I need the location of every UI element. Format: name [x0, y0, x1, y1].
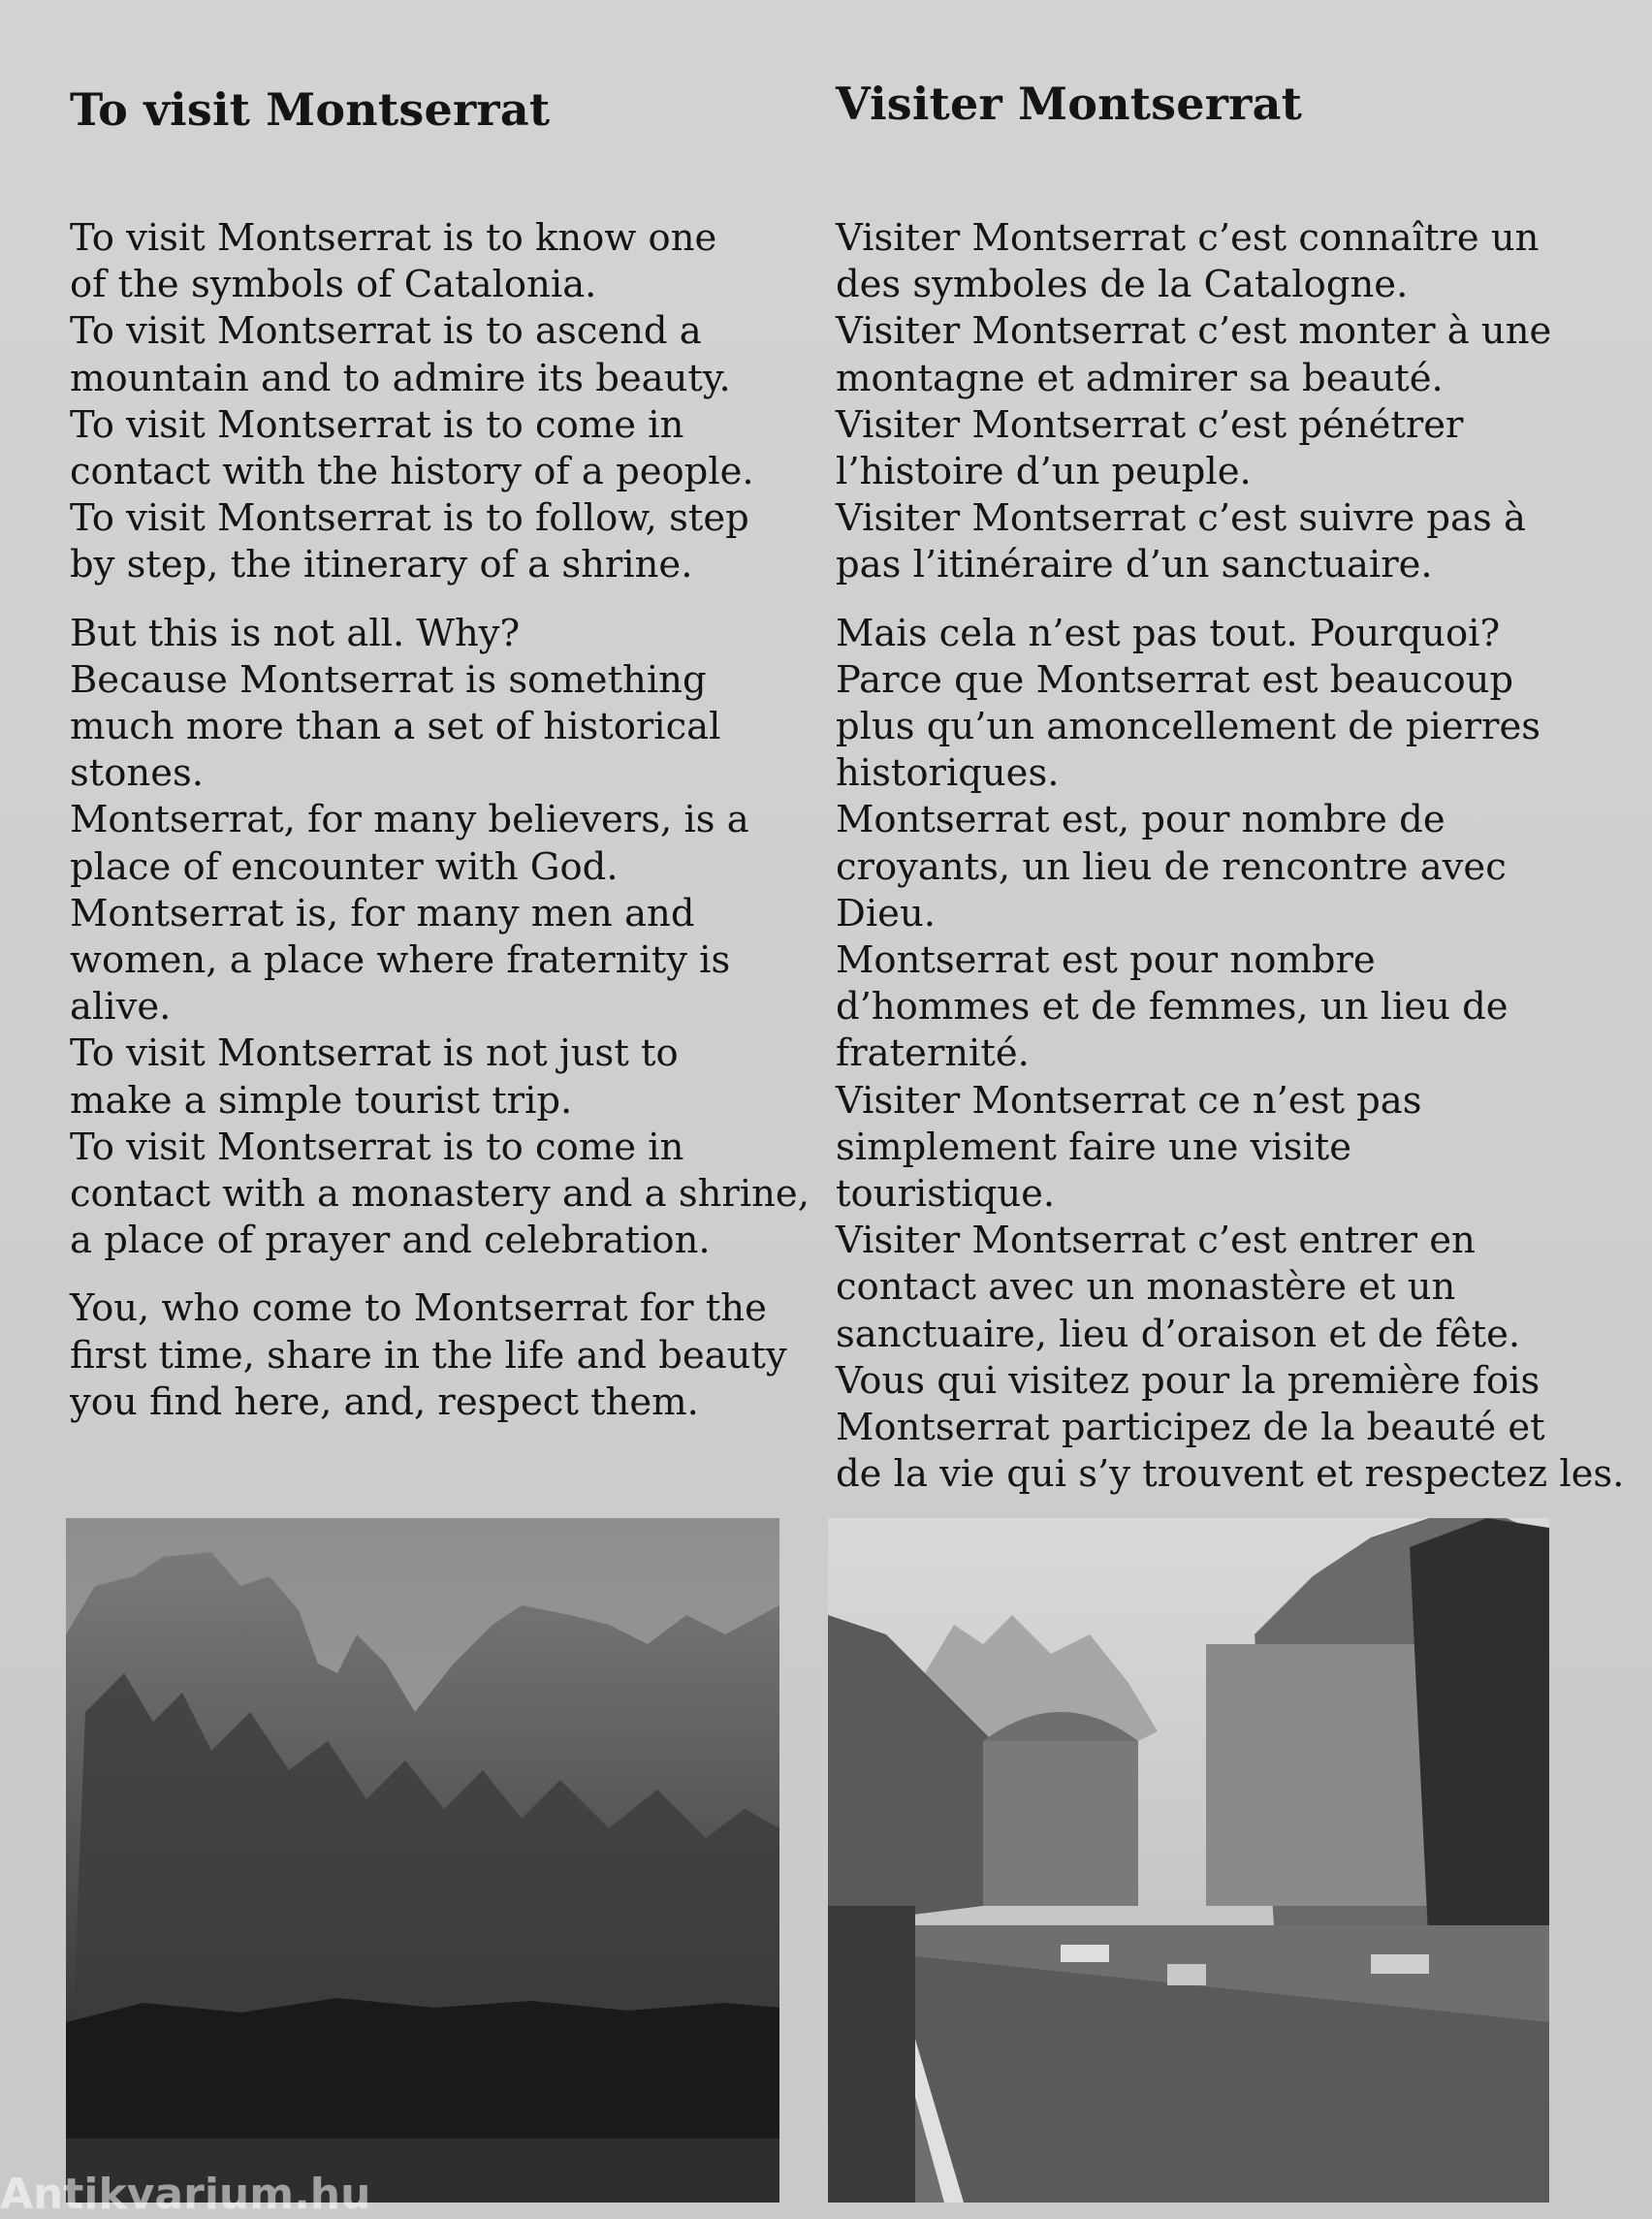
text-line: Visiter Montserrat c’est connaître un	[836, 216, 1540, 260]
text-line: To visit Montserrat is to know one	[70, 216, 717, 260]
text-line: pas l’itinéraire d’un sanctuaire.	[836, 543, 1433, 587]
text-line: To visit Montserrat is to come in	[70, 1125, 684, 1169]
text-line: To visit Montserrat is to ascend a	[70, 309, 702, 354]
text-line: women, a place where fraternity is	[70, 938, 731, 983]
text-line: alive.	[70, 985, 172, 1030]
french-title: Visiter Montserrat	[836, 78, 1303, 130]
text-line: To visit Montserrat is not just to	[70, 1031, 679, 1076]
text-line: make a simple tourist trip.	[70, 1078, 573, 1123]
french-paragraph-1	[836, 215, 1592, 589]
text-line: croyants, un lieu de rencontre avec	[836, 844, 1507, 889]
text-line: of the symbols of Catalonia.	[70, 263, 597, 307]
text-line: Parce que Montserrat est beaucoup	[836, 657, 1514, 702]
text-line: plus qu’un amoncellement de pierres	[836, 705, 1541, 749]
text-line: l’histoire d’un peuple.	[836, 450, 1252, 494]
english-title: To visit Montserrat	[70, 83, 551, 136]
text-line: contact avec un monastère et un	[836, 1265, 1456, 1310]
text-line: fraternité.	[836, 1031, 1030, 1076]
text-line: historiques.	[836, 751, 1060, 796]
english-body	[70, 215, 810, 1447]
text-line: Montserrat est, pour nombre de	[836, 798, 1446, 842]
french-body	[836, 215, 1625, 1519]
mountain-photo-drawing	[66, 1518, 779, 2203]
text-line: Dieu.	[836, 891, 936, 935]
monastery-building	[1206, 1644, 1448, 1906]
watermark: Antikvarium.hu	[0, 2170, 371, 2219]
monastery-photo-drawing	[828, 1518, 1549, 2203]
text-line: Because Montserrat is something	[70, 657, 707, 702]
text-line: a place of prayer and celebration.	[70, 1219, 711, 1263]
text-line: first time, share in the life and beauty	[70, 1333, 787, 1378]
text-line: montagne et admirer sa beauté.	[836, 356, 1444, 400]
text-line: contact with a monastery and a shrine,	[70, 1172, 810, 1217]
text-line: Visiter Montserrat c’est suivre pas à	[836, 496, 1526, 541]
text-line: sanctuaire, lieu d’oraison et de fête.	[836, 1312, 1521, 1356]
text-line: Mais cela n’est pas tout. Pourquoi?	[836, 611, 1501, 655]
text-line: de la vie qui s’y trouvent et respectez les.	[836, 1452, 1625, 1497]
text-line: contact with the history of a people.	[70, 450, 754, 494]
text-line: Visiter Montserrat c’est entrer en	[836, 1219, 1476, 1263]
mountain-photo	[66, 1518, 779, 2203]
text-line: simplement faire une visite	[836, 1125, 1352, 1169]
text-line: des symboles de la Catalogne.	[836, 263, 1409, 307]
text-line: d’hommes et de femmes, un lieu de	[836, 985, 1509, 1030]
text-line: To visit Montserrat is to come in	[70, 402, 684, 447]
text-line: Vous qui visitez pour la première fois	[836, 1358, 1541, 1403]
english-paragraph-3	[70, 1285, 807, 1426]
text-line: Montserrat est pour nombre	[836, 938, 1376, 983]
text-line: Montserrat is, for many men and	[70, 891, 695, 935]
french-paragraph-2	[836, 611, 1625, 1499]
text-line: touristique.	[836, 1172, 1056, 1217]
english-paragraph-1	[70, 215, 807, 589]
text-line: But this is not all. Why?	[70, 611, 521, 655]
text-line: Visiter Montserrat c’est monter à une	[836, 309, 1552, 354]
text-line: Visiter Montserrat ce n’est pas	[836, 1078, 1422, 1123]
text-line: To visit Montserrat is to follow, step	[70, 496, 749, 541]
text-line: Montserrat participez de la beauté et	[836, 1406, 1545, 1450]
english-paragraph-2	[70, 611, 810, 1265]
text-line: place of encounter with God.	[70, 844, 619, 889]
text-line: you find here, and, respect them.	[70, 1379, 699, 1424]
text-line: by step, the itinerary of a shrine.	[70, 543, 693, 587]
text-line: Montserrat, for many believers, is a	[70, 798, 749, 842]
text-line: stones.	[70, 751, 204, 796]
text-line: mountain and to admire its beauty.	[70, 356, 731, 400]
monastery-photo	[828, 1518, 1549, 2203]
text-line: Visiter Montserrat c’est pénétrer	[836, 402, 1464, 447]
text-line: You, who come to Montserrat for the	[70, 1286, 767, 1331]
text-line: much more than a set of historical	[70, 705, 721, 749]
